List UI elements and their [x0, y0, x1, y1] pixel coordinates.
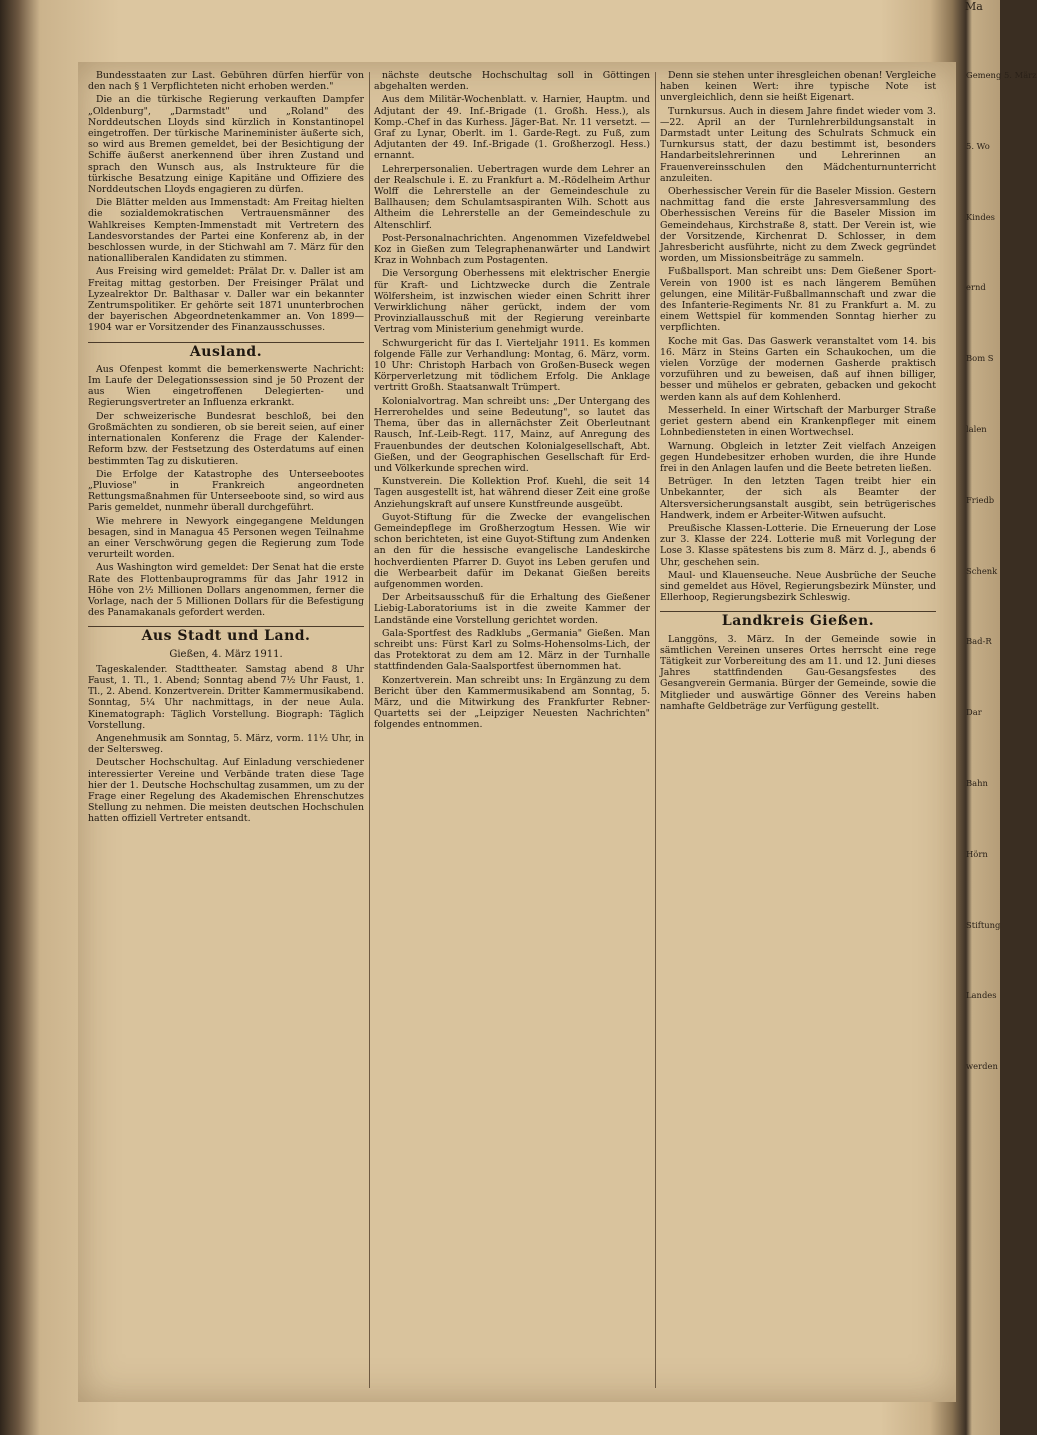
article-paragraph: Aus Washington wird gemeldet: Der Senat hat die erste Rate des Flottenbauprogramms für das Jahr 1912 in Höhe von 2½ Millionen Dollars angenommen, ferner die Vorlage, nach der 5 Millionen Dollars für die Befestigung des Panamakanals gefordert werden. — [88, 562, 364, 619]
article-paragraph: Die Versorgung Oberhessens mit elektrischer Energie für Kraft- und Lichtzwecke durch die Zentrale Wölfersheim, ist inzwischen wieder einen Schritt ihrer Verwirklichung näher gerückt, indem der vom Provinziallausschuß mit der Regierung vereinbarte Vertrag vom Ministerium genehmigt wurde. — [374, 268, 650, 336]
article-paragraph: Maul- und Klauenseuche. Neue Ausbrüche der Seuche sind gemeldet aus Hövel, Regierungsbezirk Münster, und Ellerhoop, Regierungsbezirk Schleswig. — [660, 569, 936, 604]
neighbor-text-fragment: Stiftung — [966, 919, 1001, 930]
column-rule — [369, 72, 370, 1388]
article-paragraph: Turnkursus. Auch in diesem Jahre findet wieder vom 3.—22. April an der Turnlehrerbildungsanstalt in Darmstadt unter Leitung des Schulrats Schmuck ein Turnkursus statt, der dazu bestimmt ist, besonders Handarbeitslehrerinnen und Lehrerinnen an Frauenvereinsschulen den Mädchenturnunterricht anzuleiten. — [660, 105, 936, 184]
article-paragraph: Deutscher Hochschultag. Auf Einladung verschiedener interessierter Vereine und Verbände traten diese Tage hier der 1. Deutsche Hochschultag zusammen, um zu der Frage einer Regelung des Akademischen Ehrenschutzes Stellung zu nehmen. Die meisten deutschen Hochschulen hatten offiziell Vertreter entsandt. — [88, 757, 364, 825]
neighbor-text-fragment: werden — [966, 1061, 998, 1072]
neighbor-text-fragment: Kindes — [966, 211, 995, 222]
article-lead: Bundesstaaten zur Last. Gebühren dürfen hierfür von den nach § 1 Verpflichteten nicht erhoben werden." — [88, 70, 364, 93]
article-paragraph: Der Arbeitsausschuß für die Erhaltung des Gießener Liebig-Laboratoriums ist in die zweite Kammer der Landstände eine Vorstellung gerichtet worden. — [374, 592, 650, 626]
article-paragraph: Die an die türkische Regierung verkauften Dampfer „Oldenburg", „Darmstadt" und „Roland" des Norddeutschen Lloyds sind kürzlich in Konstantinopel eingetroffen. Der türkische Marineminister äußerte sich, so wird aus Bremen gemeldet, bei der Besichtigung der Schiffe äußerst anerkennend über ihren Zustand und sprach den Wunsch aus, als Instrukteure für die türkische Besatzung einige Kapitäne und Offiziere des Norddeutschen Lloyds engagieren zu dürfen. — [88, 94, 364, 196]
neighbor-text-fragment: Gemeng 5. März — [966, 70, 1037, 80]
article-paragraph: Oberhessischer Verein für die Baseler Mission. Gestern nachmittag fand die erste Jahresversammlung des Oberhessischen Vereins für die Baseler Mission im Gemeindehaus, Kirchstraße 8, statt. Der Verein ist, wie der Vorsitzende, Kirchenrat D. Schlosser, in dem Jahresbericht ausführte, nicht zu dem Zweck gegründet worden, um Missionsbeiträge zu sammeln. — [660, 186, 936, 265]
newspaper-page — [78, 62, 956, 1402]
article-lead: Denn sie stehen unter ihresgleichen obenan! Vergleiche haben keinen Wert: ihre typische Note ist unvergleichlich, denn sie heißt Eigenart. — [660, 70, 936, 104]
article-paragraph: Lehrerpersonalien. Uebertragen wurde dem Lehrer an der Realschule i. E. zu Frankfurt a. M.-Rödelheim Arthur Wolff die Lehrerstelle an der Gemeindeschule zu Ballhausen; dem Schulamtsaspiranten Wilh. Schott aus Altheim die Lehrerstelle an der Gemeindeschule zu Altenschlirf. — [374, 163, 650, 231]
article-paragraph: Aus dem Militär-Wochenblatt. v. Harnier, Hauptm. und Adjutant der 49. Inf.-Brigade (1. Großh. Hess.), als Komp.-Chef in das Kurhess. Jäger-Bat. Nr. 11 versetzt. — Graf zu Lynar, Oberlt. im 1. Garde-Regt. zu Fuß, zum Adjutanten der 49. Inf.-Brigade (1. Großherzogl. Hess.) ernannt. — [374, 94, 650, 162]
section-header-ausland: Ausland. — [88, 342, 364, 358]
article-paragraph: Warnung. Obgleich in letzter Zeit vielfach Anzeigen gegen Hundebesitzer erhoben wurden, die ihre Hunde frei in den Anlagen laufen und die Beete betreten ließen. — [660, 440, 936, 474]
article-paragraph: Wie mehrere in Newyork eingegangene Meldungen besagen, sind in Managua 45 Personen wegen Teilnahme an einer Verschwörung gegen die Regierung zum Tode verurteilt worden. — [88, 515, 364, 561]
article-lead: nächste deutsche Hochschultag soll in Göttingen abgehalten werden. — [374, 70, 650, 93]
article-paragraph: Kolonialvortrag. Man schreibt uns: „Der Untergang des Herreroheldes und seine Bedeutung", so lautet das Thema, über das in allernächster Zeit Oberleutnant Rausch, Inf.-Leib-Regt. 117, Mainz, auf Anregung des Frauenbundes der deutschen Kolonialgesellschaft, Abt. Gießen, und der Geographischen Gesellschaft für Erd- und Völkerkunde sprechen wird. — [374, 395, 650, 474]
neighbor-page-corner: Ma — [965, 0, 983, 13]
neighbor-text-fragment: Bad-R — [966, 636, 992, 647]
column-1 — [88, 70, 364, 1390]
article-paragraph: Guyot-Stiftung für die Zwecke der evangelischen Gemeindepflege im Großherzogtum Hessen. Wie wir schon berichteten, ist eine Guyot-Stiftung zum Andenken an den für die hessische evangelische Landeskirche hochverdienten Pfarrer D. Guyot ins Leben gerufen und die Werbearbeit dafür im Dekanat Gießen bereits aufgenommen worden. — [374, 511, 650, 590]
section-header-landkreis: Landkreis Gießen. — [660, 611, 936, 627]
column-3 — [660, 70, 936, 1390]
section-header-stadt-und-land: Aus Stadt und Land. — [88, 626, 364, 642]
article-paragraph: Die Erfolge der Katastrophe des Unterseebootes „Pluviose" in Frankreich angeordneten Rettungsmaßnahmen für Unterseeboote sind, so wird aus Paris gemeldet, nunmehr überall durchgeführt. — [88, 468, 364, 514]
neighbor-text-fragment: Friedb — [966, 494, 995, 505]
article-paragraph: Post-Personalnachrichten. Angenommen Vizefeldwebel Koz in Gießen zum Telegraphenanwärter und Landwirt Kraz in Wohnbach zum Postagenten. — [374, 232, 650, 267]
column-2 — [374, 70, 650, 1390]
neighbor-text-fragment: Schenk — [966, 565, 998, 576]
article-paragraph: Die Blätter melden aus Immenstadt: Am Freitag hielten die sozialdemokratischen Vertrauensmänner des Wahlkreises Kempten-Immenstadt mit Vertretern des Landesvorstandes der Partei eine Konferenz ab, in der beschlossen wurde, in der Stichwahl am 7. März für den nationalliberalen Kandidaten zu stimmen. — [88, 197, 364, 265]
neighbor-text-fragment: Dar — [966, 707, 982, 718]
neighbor-text-fragment: Bom S — [966, 353, 994, 364]
article-paragraph: Fußballsport. Man schreibt uns: Dem Gießener Sport-Verein von 1900 ist es nach längerem Bemühen gelungen, eine Militär-Fußballmannschaft und zwar die des Infanterie-Regiments Nr. 81 zu Frankfurt a. M. zu einem Wettspiel für kommenden Sonntag hierher zu verpflichten. — [660, 266, 936, 334]
article-paragraph: Der schweizerische Bundesrat beschloß, bei den Großmächten zu sondieren, ob sie bereit seien, auf einer internationalen Konferenz die Frage der Kalender-Reform bzw. der Festsetzung des Osterdatums auf einen bestimmten Tag zu diskutieren. — [88, 410, 364, 467]
article-paragraph: Gala-Sportfest des Radklubs „Germania" Gießen. Man schreibt uns: Fürst Karl zu Solms-Hohensolms-Lich, der das Protektorat zu dem am 12. März in der Turnhalle stattfindenden Gala-Saalsportfest übernommen hat. — [374, 627, 650, 673]
article-paragraph: Preußische Klassen-Lotterie. Die Erneuerung der Lose zur 3. Klasse der 224. Lotterie muß mit Vorlegung der Lose 3. Klasse spätestens bis zum 8. März d. J., abends 6 Uhr, geschehen sein. — [660, 522, 936, 568]
article-paragraph: Angenehmusik am Sonntag, 5. März, vorm. 11½ Uhr, in der Seltersweg. — [88, 732, 364, 756]
article-paragraph: Tageskalender. Stadttheater. Samstag abend 8 Uhr Faust, 1. Tl., 1. Abend; Sonntag abend 7½ Uhr Faust, 1. Tl., 2. Abend. Konzertverein. Dritter Kammermusikabend. Sonntag, 5¼ Uhr nachmittags, in der neue Aula. Kinematograph: Täglich Vorstellung. Biograph: Täglich Vorstellung. — [88, 663, 364, 731]
article-paragraph: Schwurgericht für das I. Vierteljahr 1911. Es kommen folgende Fälle zur Verhandlung: Montag, 6. März, vorm. 10 Uhr: Christoph Harbach von Großen-Buseck wegen Körperverletzung mit tödlichem Erfolg. Die Anklage vertritt Großh. Staatsanwalt Trümpert. — [374, 337, 650, 394]
article-paragraph: Koche mit Gas. Das Gaswerk veranstaltet vom 14. bis 16. März in Steins Garten ein Schaukochen, um die vielen Vorzüge der modernen Gasherde praktisch vorzuführen und zu beweisen, daß auf ihnen billiger, besser und mühelos er gebraten, gebacken und gekocht werden kann als auf dem Kohlenherd. — [660, 335, 936, 403]
article-paragraph: Betrüger. In den letzten Tagen treibt hier ein Unbekannter, der sich als Beamter der Altersversicherungsanstalt ausgibt, sein betrügerisches Handwerk, indem er Arbeiter-Witwen aufsucht. — [660, 476, 936, 521]
neighbor-text-fragment: lalen — [966, 423, 987, 434]
article-paragraph: Aus Freising wird gemeldet: Prälat Dr. v. Daller ist am Freitag mittag gestorben. Der Freisinger Prälat und Lyzealrektor Dr. Balthasar v. Daller war ein bekannter Zentrumspolitiker. Er gehörte seit 1871 ununterbrochen der bayerischen Abgeordnetenkammer an. Von 1899—1904 war er Vorsitzender des Finanzausschusses. — [88, 266, 364, 334]
article-paragraph: Konzertverein. Man schreibt uns: In Ergänzung zu dem Bericht über den Kammermusikabend am Sonntag, 5. März, und die Mitwirkung des Frankfurter Rebner-Quartetts sei der „Leipziger Neuesten Nachrichten" folgendes entnommen. — [374, 674, 650, 731]
article-paragraph: Kunstverein. Die Kollektion Prof. Kuehl, die seit 14 Tagen ausgestellt ist, hat während dieser Zeit eine große Anziehungskraft auf unsere Kunstfreunde ausgeübt. — [374, 476, 650, 510]
dateline: Gießen, 4. März 1911. — [169, 648, 283, 660]
neighbor-text-fragment: ernd — [966, 282, 986, 293]
neighbor-text-fragment: Landes — [966, 990, 997, 1001]
column-rule — [655, 72, 656, 1388]
neighbor-text-fragment: Bahn — [966, 777, 988, 788]
neighbor-page-edge — [966, 70, 1037, 1400]
neighbor-text-fragment: Hörn — [966, 848, 988, 859]
article-paragraph: Aus Ofenpest kommt die bemerkenswerte Nachricht: Im Laufe der Delegationssession sind je 50 Prozent der aus Wien eingetroffenen Delegierten- und Regierungsvertreter an Influenza erkrankt. — [88, 363, 364, 409]
article-paragraph: Messerheld. In einer Wirtschaft der Marburger Straße geriet gestern abend ein Krankenpfleger mit einem Lohnbediensteten in einen Wortwechsel. — [660, 404, 936, 439]
article-paragraph: Langgöns, 3. März. In der Gemeinde sowie in sämtlichen Vereinen unseres Ortes herrscht eine rege Tätigkeit zur Vorbereitung des am 11. und 12. Juni dieses Jahres stattfindenden Gau-Gesangsfestes des Gesangverein Germania. Bürger der Gemeinde, sowie die Mitglieder und auswärtige Gönner des Vereins haben namhafte Geldbeträge zur Verfügung gestellt. — [660, 633, 936, 712]
neighbor-text-fragment: 5. Wo — [966, 140, 990, 151]
